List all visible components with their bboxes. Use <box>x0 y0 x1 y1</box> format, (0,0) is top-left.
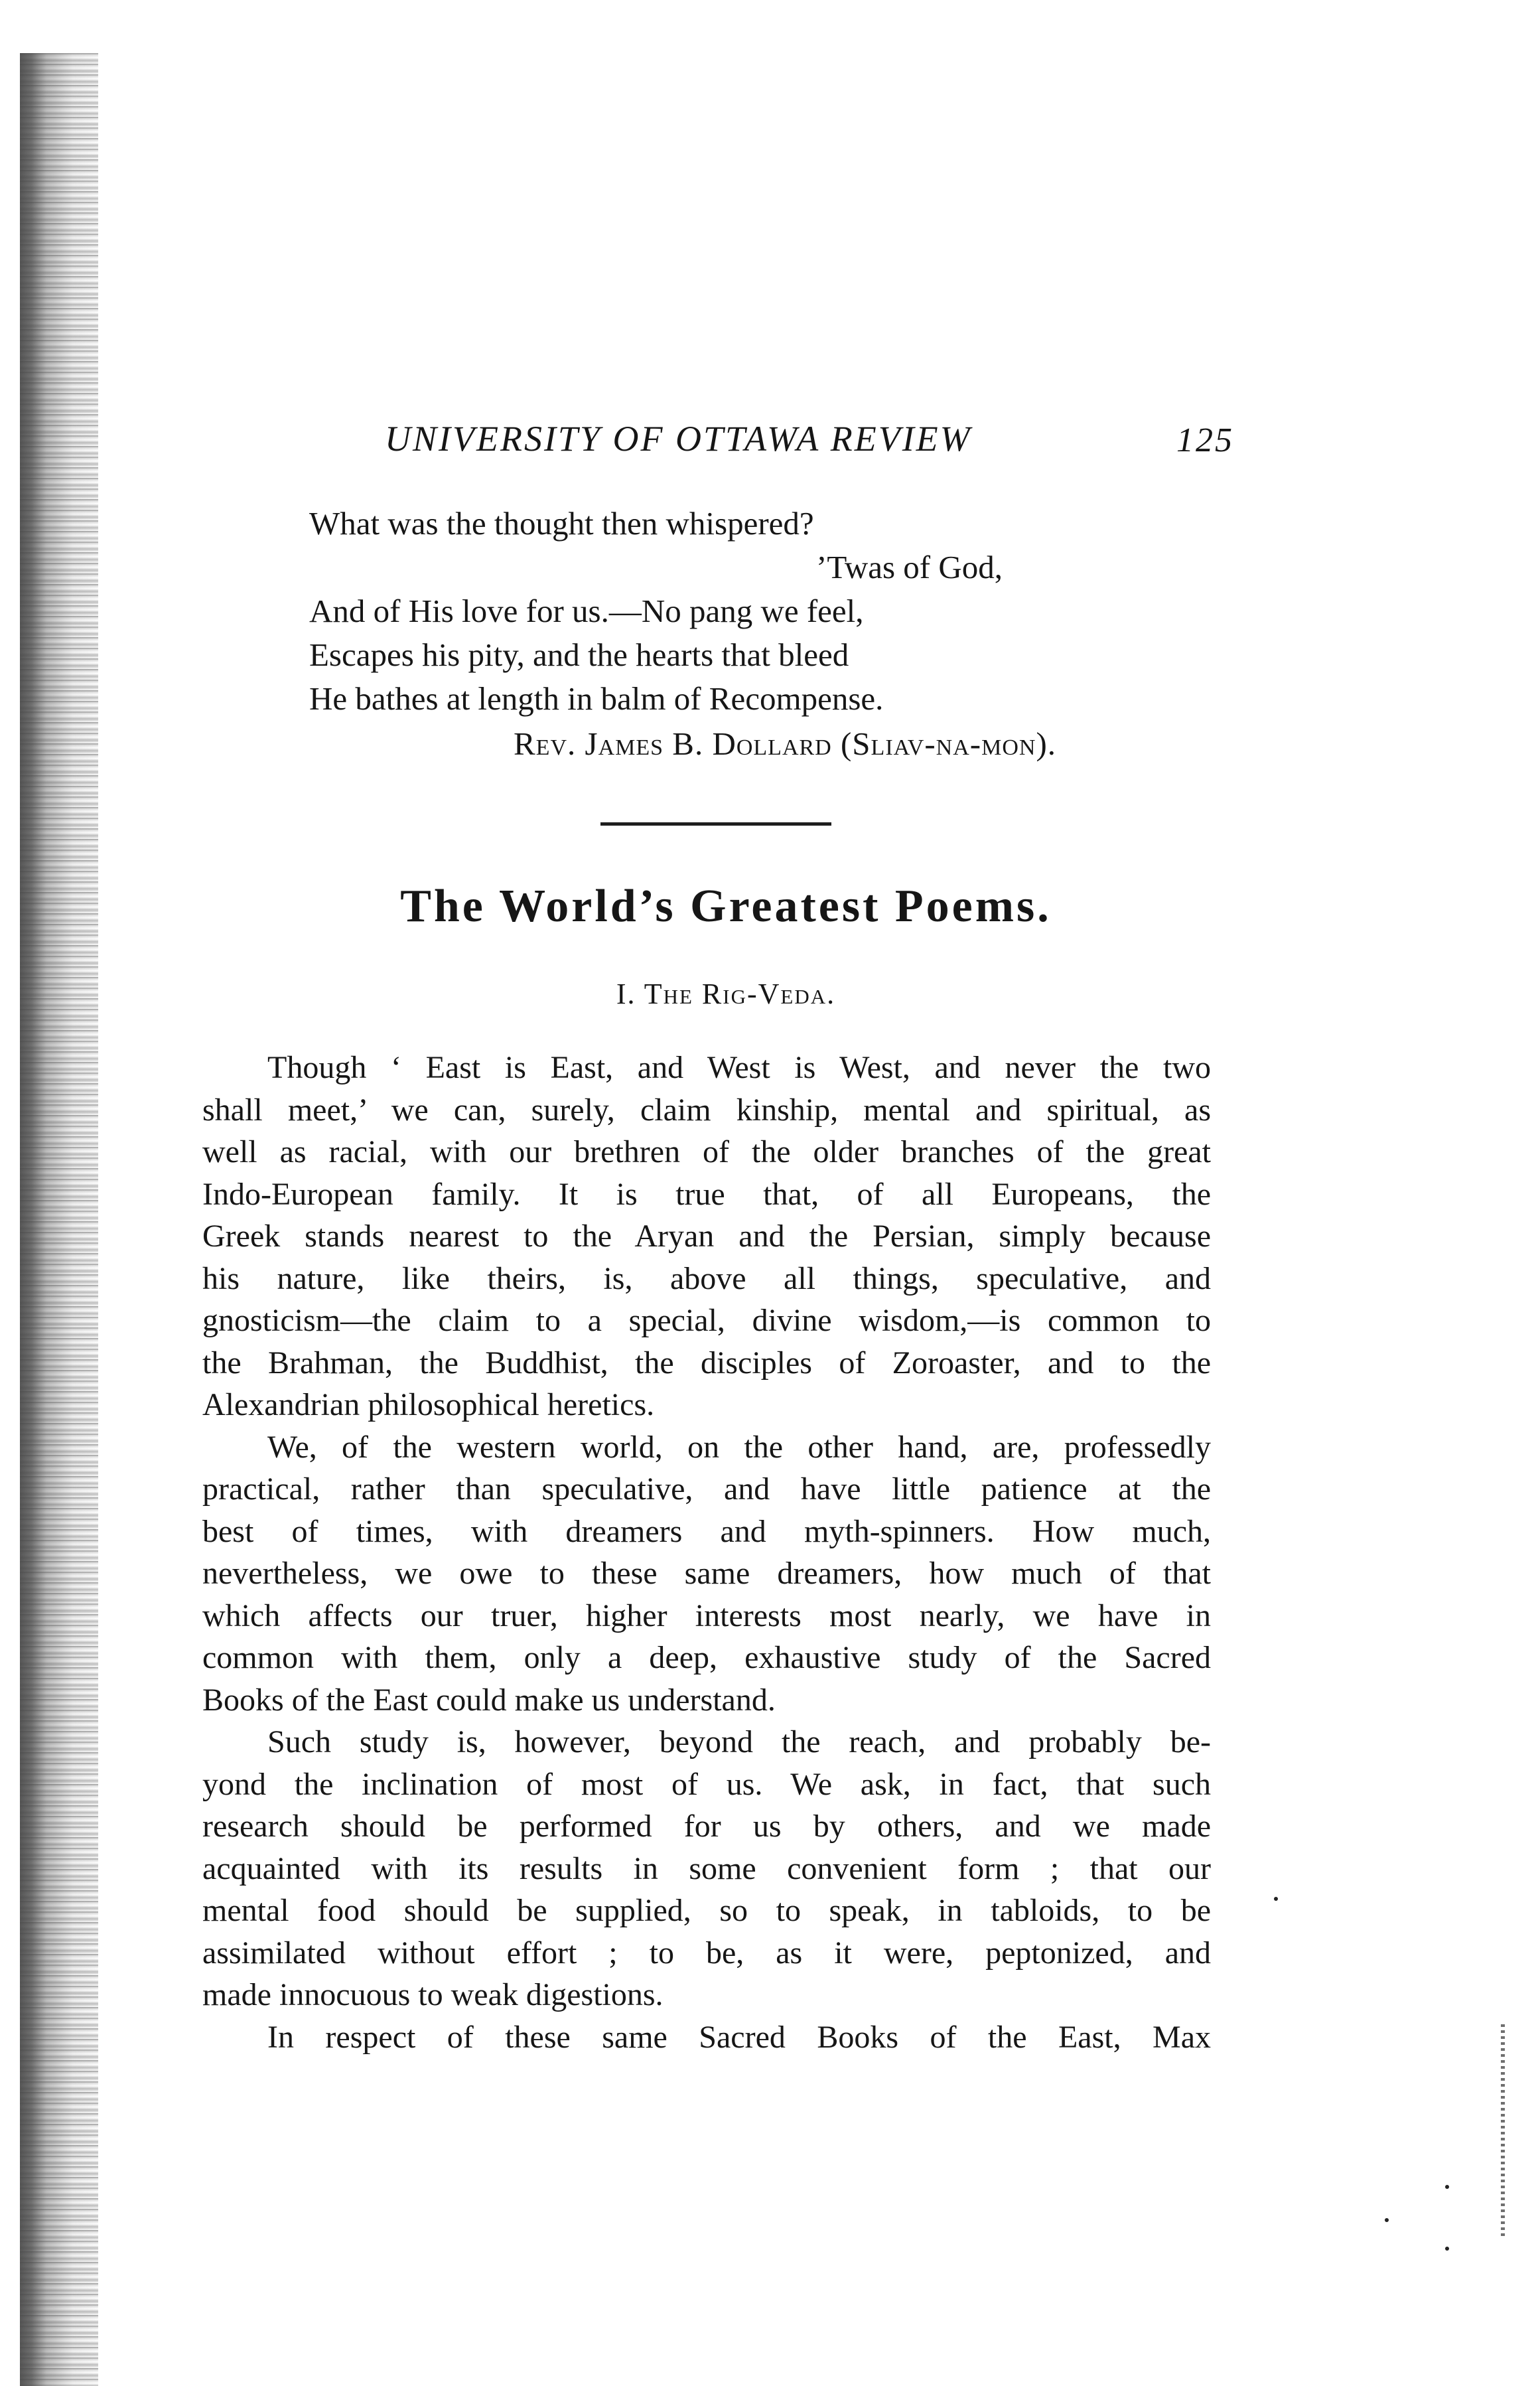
article-title: The World’s Greatest Poems. <box>400 881 1052 932</box>
text-line: his nature, like theirs, is, above all things, speculative, and <box>202 1260 1211 1296</box>
text-line: Indo-European family. It is true that, of all Europeans, the <box>202 1176 1211 1212</box>
text-line: Alexandrian philosophical heretics. <box>202 1387 655 1422</box>
text-line: assimilated without effort ; to be, as it were, peptonized, and <box>202 1935 1211 1971</box>
text-line: the Brahman, the Buddhist, the disciples of Zoroaster, and to the <box>202 1345 1211 1380</box>
running-title: UNIVERSITY OF OTTAWA REVIEW <box>385 419 972 459</box>
poem-line: What was the thought then whispered? <box>309 505 814 542</box>
poem-signature: Rev. James B. Dollard (Sliav-na-mon). <box>514 725 1057 762</box>
text-line: In respect of these same Sacred Books of the East, Max <box>267 2019 1211 2055</box>
text-line: best of times, with dreamers and myth-spinners. How much, <box>202 1513 1211 1549</box>
text-line: acquainted with its results in some convenient form ; that our <box>202 1850 1211 1886</box>
text-line: well as racial, with our brethren of the older branches of the great <box>202 1134 1211 1169</box>
text-line: made innocuous to weak digestions. <box>202 1977 664 2012</box>
page-number: 125 <box>1176 421 1234 459</box>
poem-stanza <box>309 502 1304 721</box>
poem-line: He bathes at length in balm of Recompense. <box>309 680 884 717</box>
text-line: Greek stands nearest to the Aryan and the Persian, simply because <box>202 1219 1211 1254</box>
scan-speck <box>1385 2218 1389 2222</box>
scan-speck <box>1445 2185 1449 2189</box>
section-divider <box>600 822 831 826</box>
text-line: Though ‘ East is East, and West is West, and never the two <box>267 1050 1211 1085</box>
paragraph <box>202 2016 1211 2059</box>
text-line: research should be performed for us by others, and we made <box>202 1809 1211 1844</box>
text-line: shall meet,’ we can, surely, claim kinship, mental and spiritual, as <box>202 1092 1211 1128</box>
text-line: Such study is, however, beyond the reach, and probably be- <box>267 1724 1211 1759</box>
text-line: nevertheless, we owe to these same dreamers, how much of that <box>202 1556 1211 1591</box>
text-line: practical, rather than speculative, and have little patience at the <box>202 1471 1211 1507</box>
poem-line: And of His love for us.—No pang we feel, <box>309 593 864 629</box>
scan-edge-mark <box>1501 2024 1505 2237</box>
section-heading: I. The Rig-Veda. <box>616 978 836 1010</box>
paragraph <box>202 1721 1211 2016</box>
text-line: Books of the East could make us understand. <box>202 1682 776 1718</box>
article-body <box>202 1047 1211 2058</box>
poem-line: ’Twas of God, <box>816 549 1003 585</box>
paragraph <box>202 1426 1211 1722</box>
scan-speck <box>1274 1897 1278 1901</box>
paragraph <box>202 1047 1211 1426</box>
running-head <box>385 418 1307 471</box>
text-line: which affects our truer, higher interests most nearly, we have in <box>202 1598 1211 1633</box>
text-line: We, of the western world, on the other hand, are, professedly <box>267 1429 1211 1465</box>
text-line: gnosticism—the claim to a special, divine wisdom,—is common to <box>202 1303 1211 1338</box>
text-line: mental food should be supplied, so to speak, in tabloids, to be <box>202 1893 1211 1928</box>
poem-line: Escapes his pity, and the hearts that bleed <box>309 636 849 673</box>
scan-speck <box>1445 2247 1449 2251</box>
text-line: common with them, only a deep, exhaustive study of the Sacred <box>202 1640 1211 1675</box>
text-line: yond the inclination of most of us. We ask, in fact, that such <box>202 1766 1211 1802</box>
scan-binding-edge <box>20 53 98 2386</box>
